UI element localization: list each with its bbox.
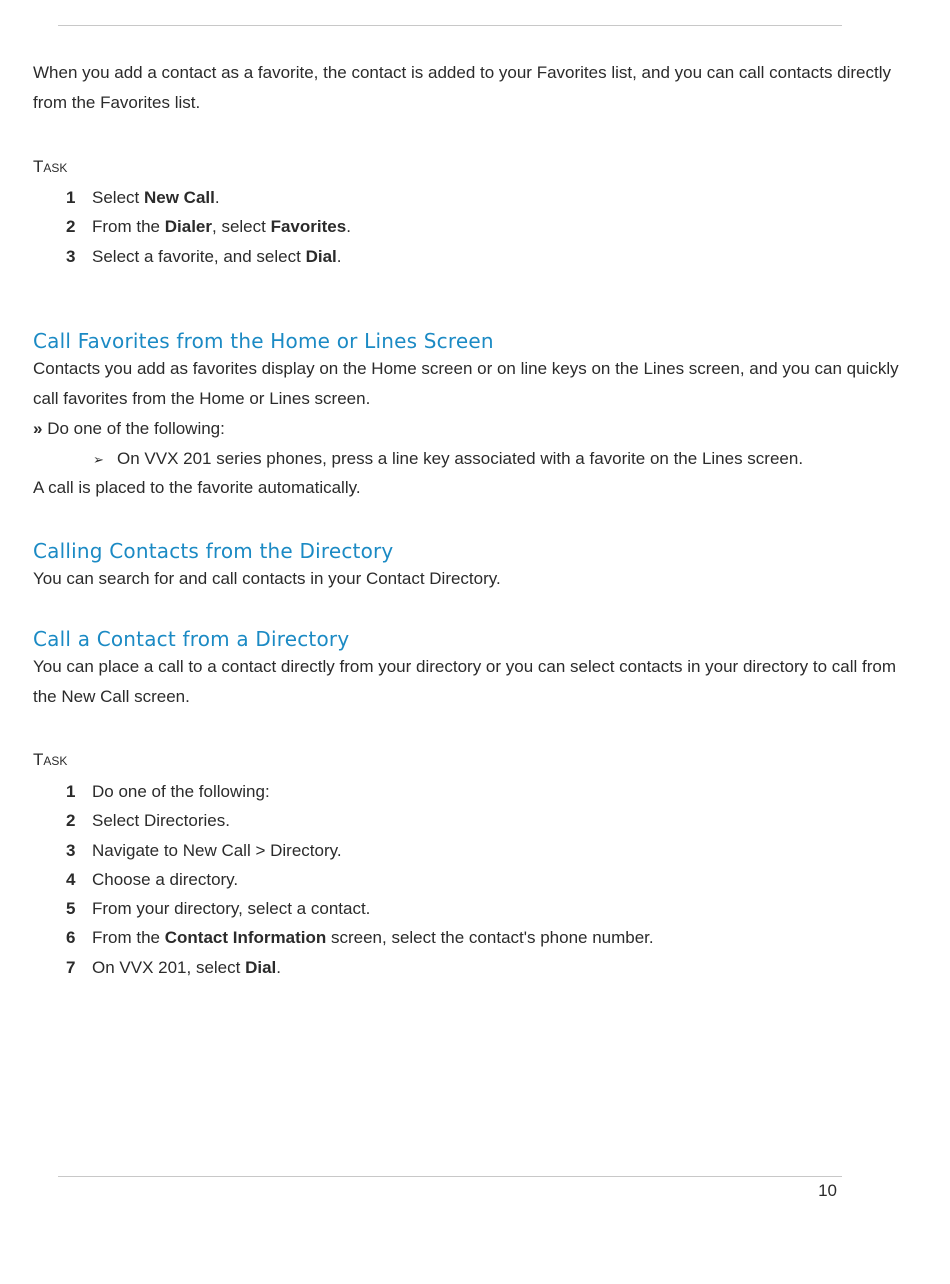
section-call-contact xyxy=(33,626,900,712)
task-step: 2 Select Directories. xyxy=(66,811,230,831)
section-heading: Calling Contacts from the Directory xyxy=(33,539,394,563)
result-text: A call is placed to the favorite automatically. xyxy=(33,478,361,497)
section-body: You can place a call to a contact directly from your directory or you can select contacts in your directory to call from the New Call screen. xyxy=(33,657,896,706)
task-step: 1 Select New Call. xyxy=(66,188,220,207)
task-step: 3 Navigate to New Call > Directory. xyxy=(66,840,342,860)
section-body: Contacts you add as favorites display on the Home screen or on line keys on the Lines screen, and you can quickly call favorites from the Home or Lines screen. xyxy=(33,359,899,408)
intro-text: When you add a contact as a favorite, the contact is added to your Favorites list, and you can call contacts directly from the Favorites list. xyxy=(33,63,892,112)
do-one-line: » Do one of the following: xyxy=(33,419,225,438)
task-step: 1 Do one of the following: xyxy=(66,782,270,801)
section-calling-contacts xyxy=(33,538,900,594)
task-step: 7 On VVX 201, select Dial. xyxy=(66,957,282,977)
section-heading: Call a Contact from a Directory xyxy=(33,627,350,651)
task-label-2: TASK xyxy=(33,750,68,769)
task-step: 5 From your directory, select a contact. xyxy=(66,899,371,919)
section-heading: Call Favorites from the Home or Lines Screen xyxy=(33,329,494,353)
task-step: 6 From the Contact Information screen, select the contact's phone number. xyxy=(66,928,654,948)
task-step: 3 Select a favorite, and select Dial. xyxy=(66,246,342,266)
task-steps-1 xyxy=(0,188,950,276)
task-steps-2 xyxy=(0,782,950,987)
arrow-bullet-icon: ➢ xyxy=(93,452,104,467)
page-number: 10 xyxy=(818,1181,837,1200)
section-call-favorites xyxy=(33,328,900,503)
footer-rule xyxy=(58,1176,842,1177)
header-rule xyxy=(58,25,842,26)
task-step: 2 From the Dialer, select Favorites. xyxy=(66,217,351,237)
intro-paragraph xyxy=(33,58,900,118)
task-step: 4 Choose a directory. xyxy=(66,869,239,889)
task-label-1: TASK xyxy=(33,157,68,176)
bullet-item: ➢ On VVX 201 series phones, press a line key associated with a favorite on the Lines screen. xyxy=(33,444,900,475)
section-body: You can search for and call contacts in your Contact Directory. xyxy=(33,569,501,588)
